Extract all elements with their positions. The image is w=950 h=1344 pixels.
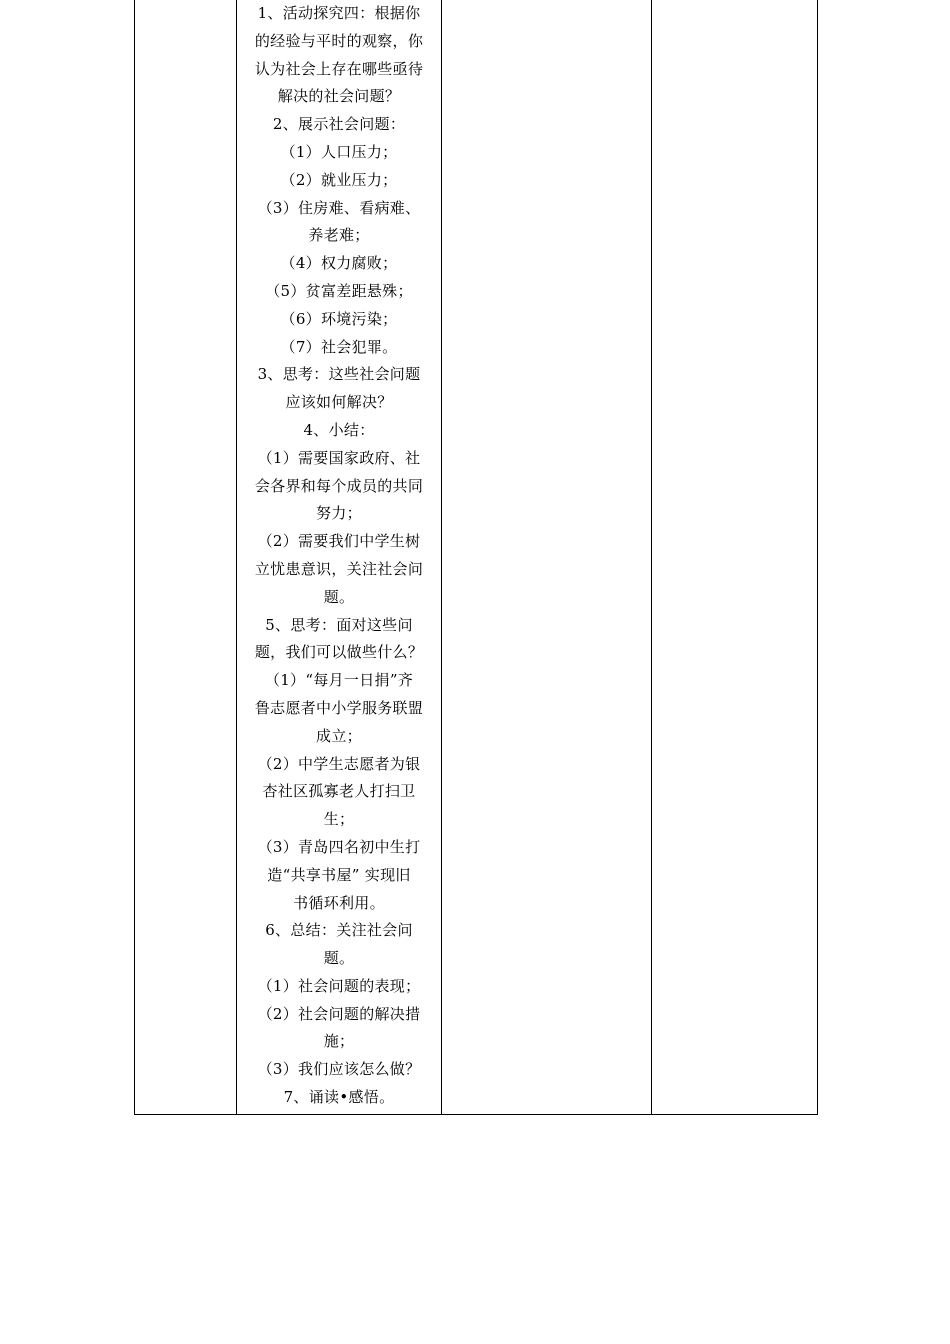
text-line: 鲁志愿者中小学服务联盟 xyxy=(254,698,424,717)
text-line: （6）环境污染； xyxy=(280,309,398,328)
text-line: 解决的社会问题？ xyxy=(277,87,401,106)
text-line: （2）社会问题的解决措 xyxy=(257,1004,421,1023)
text-line: （2）需要我们中学生树 xyxy=(257,532,421,551)
activity-text-lines xyxy=(237,0,441,1112)
text-line: 养老难； xyxy=(308,226,370,245)
text-line: 6、总结：关注社会问 xyxy=(265,921,413,940)
text-line: 4、小结： xyxy=(303,420,375,439)
text-line: （5）贫富差距悬殊； xyxy=(265,281,413,300)
lesson-plan-table xyxy=(134,0,818,1115)
table-cell-activity-content xyxy=(237,0,442,1115)
text-line: 3、思考：这些社会问题 xyxy=(257,365,421,384)
text-line: 7、诵读•感悟。 xyxy=(283,1088,395,1107)
text-line: 造“共享书屋” 实现旧 xyxy=(267,865,411,884)
text-line: （1）人口压力； xyxy=(280,142,398,161)
text-line: 生； xyxy=(323,810,355,829)
text-line: 书循环利用。 xyxy=(293,893,385,912)
text-line: 2、展示社会问题： xyxy=(272,115,406,134)
text-line: （1）需要国家政府、社 xyxy=(257,448,421,467)
table-cell-empty-left xyxy=(135,0,237,1115)
text-line: 杏社区孤寡老人打扫卫 xyxy=(262,782,416,801)
text-line: （2）中学生志愿者为银 xyxy=(257,754,421,773)
table-row xyxy=(135,0,818,1115)
text-line: （7）社会犯罪。 xyxy=(280,337,398,356)
text-line: 成立； xyxy=(316,726,362,745)
text-line: 立忧患意识，关注社会问 xyxy=(254,559,424,578)
table-cell-empty-right xyxy=(652,0,818,1115)
text-line: 题。 xyxy=(323,587,355,606)
text-line: （3）我们应该怎么做？ xyxy=(257,1060,421,1079)
text-line: 努力； xyxy=(316,504,362,523)
text-line: 应该如何解决？ xyxy=(285,393,393,412)
text-line: 会各界和每个成员的共同 xyxy=(254,476,424,495)
text-line: 5、思考：面对这些问 xyxy=(265,615,413,634)
text-line: 题。 xyxy=(323,949,355,968)
text-line: （2）就业压力； xyxy=(280,170,398,189)
table-cell-empty-middle xyxy=(442,0,652,1115)
text-line: （1）“每月一日捐”齐 xyxy=(264,671,414,690)
text-line: 的经验与平时的观察，你 xyxy=(254,31,424,50)
text-line: 认为社会上存在哪些亟待 xyxy=(254,59,424,78)
text-line: 1、活动探究四：根据你 xyxy=(257,4,421,22)
text-line: 题，我们可以做些什么？ xyxy=(254,643,424,662)
text-line: （3）住房难、看病难、 xyxy=(257,198,421,217)
text-line: 施； xyxy=(323,1032,355,1051)
text-line: （1）社会问题的表现； xyxy=(257,976,421,995)
text-line: （3）青岛四名初中生打 xyxy=(257,837,421,856)
text-line: （4）权力腐败； xyxy=(280,254,398,273)
